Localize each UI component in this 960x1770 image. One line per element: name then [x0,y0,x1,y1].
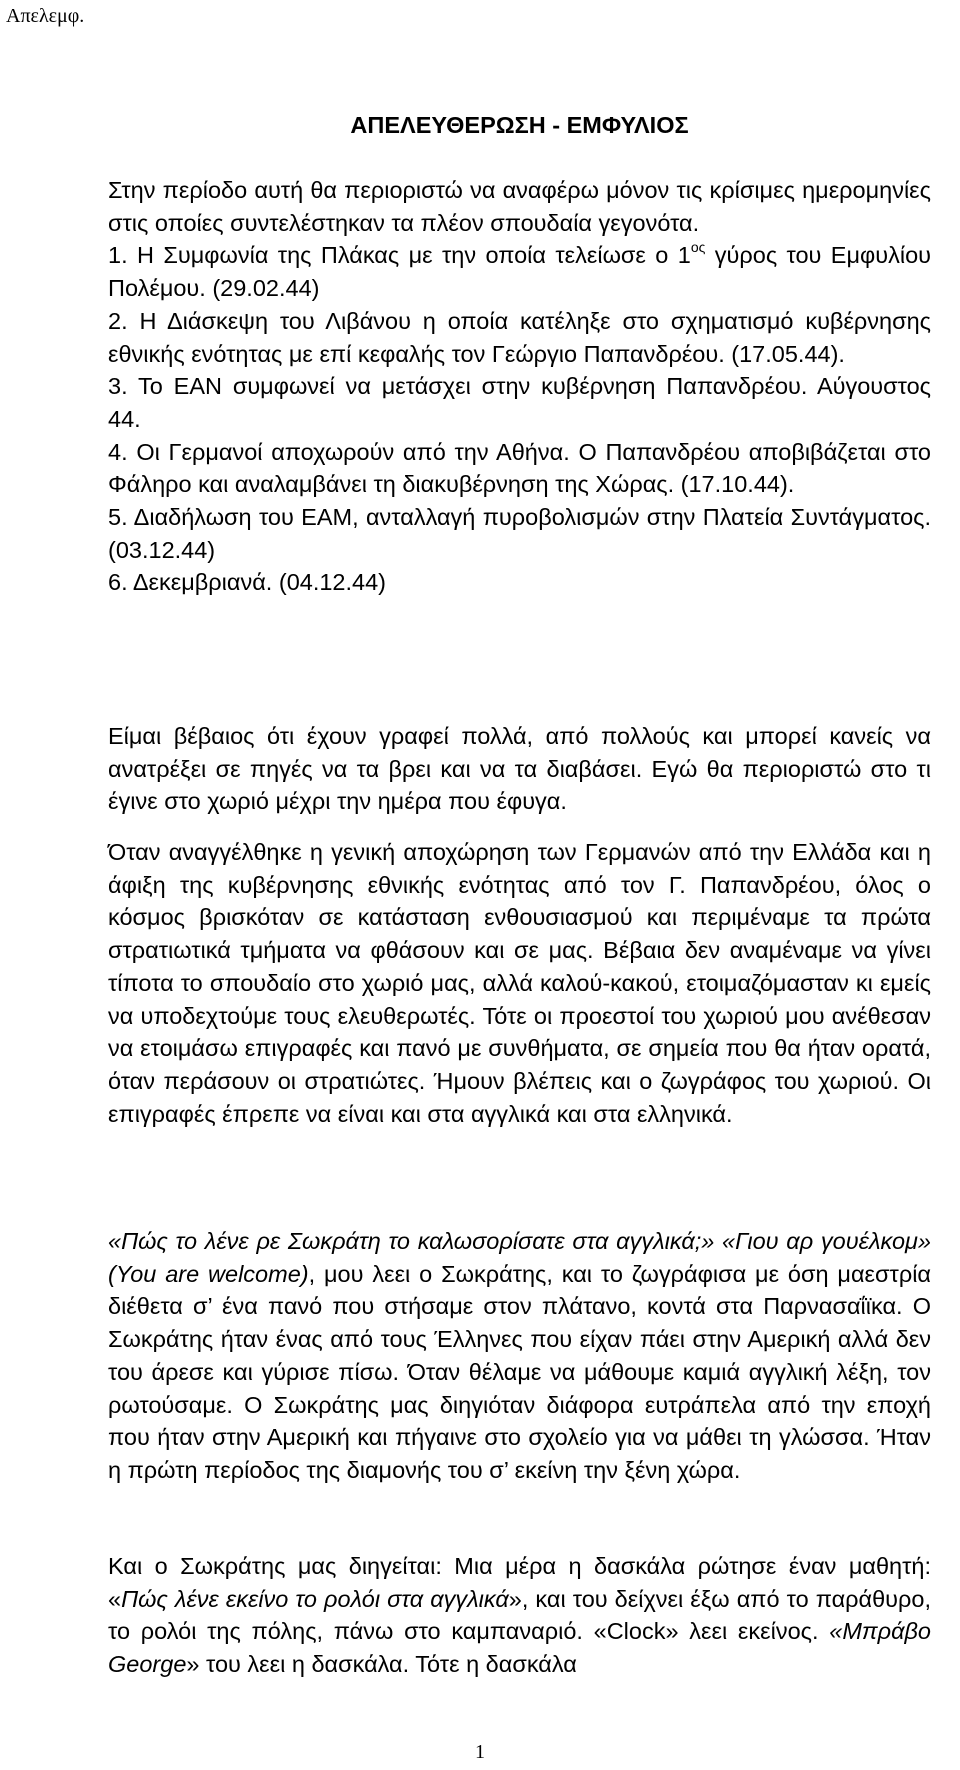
page-number: 1 [475,1741,485,1763]
paragraph-welcome-banner [108,1225,931,1487]
list-item [108,501,931,566]
quoted-dialogue: Πώς λένε εκείνο το ρολόι στα αγγλικά [121,1585,509,1612]
ordinal-suffix: ος [690,239,706,256]
list-item [108,566,931,599]
list-item [108,305,931,370]
list-item-number: 5. [108,504,128,531]
list-item-text: Οι Γερμανοί αποχωρούν από την Αθήνα. Ο Παπανδρέου αποβιβάζεται στο Φάληρο και αναλαμβάνει τη διακυβέρνηση της Χώρας. (17.10.44). [108,438,931,498]
events-list [108,239,931,599]
list-item-number: 2. [108,307,128,334]
list-item [108,370,931,435]
paragraph-text: », και του δείχνει έξω από το παράθυρο, το ρολόι της πόλης, πάνω στο καμπαναριό. «Clock» λεει εκείνος. [108,1585,931,1645]
list-item [108,239,931,304]
list-item-text: γύρος του Εμφυλίου Πολέμου. (29.02.44) [108,242,931,302]
list-item-text: Το ΕΑΝ συμφωνεί να μετάσχει στην κυβέρνηση Παπανδρέου. Αύγουστος 44. [108,373,931,432]
paragraph-text: » του λεει η δασκάλα. Τότε η δασκάλα [186,1651,577,1678]
list-item-number: 1. [108,242,128,269]
intro-paragraph: Στην περίοδο αυτή θα περιοριστώ να αναφέρω μόνον τις κρίσιμες ημερομηνίες στις οποίες συντελέστηκαν τα πλέον σπουδαία γεγονότα. [108,177,931,236]
list-item-text: Η Διάσκεψη του Λιβάνου η οποία κατέληξε στο σχηματισμό κυβέρνησης εθνικής ενότητας με επί κεφαλής τον Γεώργιο Παπανδρέου. (17.05.44). [108,307,932,367]
list-item-number: 4. [108,438,128,465]
list-item-number: 6. [108,569,128,596]
intro-section [108,174,931,599]
page-header: Απελεμφ. [6,5,85,27]
paragraph-sources: Είμαι βέβαιος ότι έχουν γραφεί πολλά, από πολλούς και μπορεί κανείς να ανατρέξει σε πηγές να τα βρει και να τα διαβάσει. Εγώ θα περιοριστώ στο τι έγινε στο χωριό μέχρι την ημέρα που έφυγα. [108,723,931,815]
list-item-text: Διαδήλωση του ΕΑΜ, ανταλλαγή πυροβολισμών στην Πλατεία Συντάγματος. (03.12.44) [108,504,932,563]
paragraph-text: , μου λεει ο Σωκράτης, και το ζωγράφισα με όση μαεστρία διέθετα σ’ ένα πανό που στήσαμε στον πλάτανο, κοντά στα Παρνασαΐϊκα. Ο Σωκράτης ήταν ένας από τους Έλληνες που είχαν πάει στην Αμερική αλλά δεν του άρεσε και γύρισε πίσω. Όταν θέλαμε να μάθουμε καμιά αγγλική λέξη, τον ρωτούσαμε. Ο Σωκράτης μας διηγιόταν διάφορα ευτράπελα από την εποχή που ήταν στην Αμερική και πήγαινε στο σχολείο για να μάθει τη γλώσσα. Ήταν η πρώτη περίοδος της διαμονής του σ’ εκείνη την ξένη χώρα. [108,1260,931,1483]
paragraph-text: Και ο Σωκράτης μας διηγείται: Μια μέρα η δασκάλα ρώτησε έναν μαθητή: « [108,1553,931,1612]
list-item-text: Δεκεμβριανά. (04.12.44) [132,569,386,596]
paragraph-liberation: Όταν αναγγέλθηκε η γενική αποχώρηση των Γερμανών από την Ελλάδα και η άφιξη της κυβέρνησης εθνικής ενότητας από τον Γ. Παπανδρέου, όλος ο κόσμος βρισκόταν σε κατάσταση ενθουσιασμού και περιμέναμε τα πρώτα στρατιωτικά τμήματα να φθάσουν και σε μας. Βέβαια δεν αναμέναμε να γίνει τίποτα το σπουδαίο στο χωριό μας, αλλά καλού-κακού, ετοιμαζόμασταν κι εμείς να υποδεχτούμε τους ελευθερωτές. Τότε οι προεστοί του χωριού μου ανέθεσαν να ετοιμάσω επιγραφές και πανό με συνθήματα, σε σημεία που θα ήταν ορατά, όταν περάσουν οι στρατιώτες. Ήμουν βλέπεις και ο ζωγράφος του χωριού. Οι επιγραφές έπρεπε να είναι και στα αγγλικά και στα ελληνικά. [108,839,931,1127]
list-item [108,436,931,501]
quoted-dialogue: «Πώς το λένε ρε Σωκράτη το καλωσορίσατε στα αγγλικά;» «Γιου αρ γουέλκομ» (You are welcome) [108,1228,931,1287]
quoted-dialogue: «Μπράβο George [108,1618,931,1678]
list-item-text: Η Συμφωνία της Πλάκας με την οποία τελείωσε ο 1 [137,242,691,269]
document-title: ΑΠΕΛΕΥΘΕΡΩΣΗ - ΕΜΦΥΛΙΟΣ [350,112,689,138]
list-item-number: 3. [108,373,128,400]
paragraph-clock-story [108,1550,931,1681]
